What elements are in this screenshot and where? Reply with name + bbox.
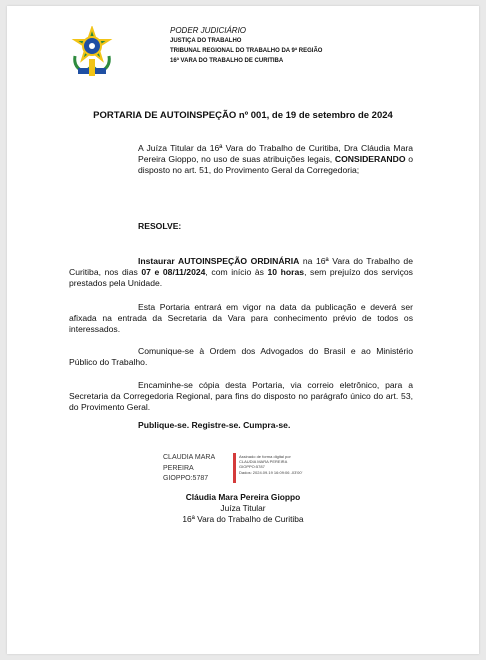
intro-text: A Juíza Titular da 16ª Vara do Trabalho de Curitiba, Dra Cláudia Mara Pereira Gioppo, no uso de suas atribuições legais, <box>138 143 413 165</box>
paragraph-1 <box>69 256 413 290</box>
p1-text-1: na 16ª Vara do Trabalho de Curitiba, nos dias <box>69 256 413 278</box>
signer-name: Cláudia Mara Pereira Gioppo <box>185 492 301 502</box>
p1-time: 10 horas <box>267 267 305 278</box>
signature-meta-line: Dados: 2024.09.19 16:09:06 -03'00' <box>239 469 303 475</box>
document-page <box>7 6 479 654</box>
intro-text-end: o disposto no art. 51, do Provimento Geral da Corregedoria; <box>138 154 414 176</box>
paragraph-3: Comunique-se à Ordem dos Advogados do Brasil e ao Ministério Público do Trabalho. <box>69 346 413 368</box>
resolve-heading: RESOLVE: <box>138 221 182 231</box>
p1-text-3: , sem prejuízo dos serviços prestados pela Unidade. <box>69 267 413 289</box>
signature-meta-line: Assinado de forma digital por <box>239 454 291 459</box>
header-line-2: TRIBUNAL REGIONAL DO TRABALHO DA 9ª REGIÃO <box>170 48 323 54</box>
signature-name-line: GIOPPO:5787 <box>163 475 209 482</box>
signature-mark <box>233 453 236 483</box>
signature-meta-line: CLAUDIA MARA PEREIRA <box>239 459 288 465</box>
signer-unit: 16ª Vara do Trabalho de Curitiba <box>182 514 304 524</box>
header-line-3: 16ª VARA DO TRABALHO DE CURITIBA <box>170 58 284 64</box>
p1-dates: 07 e 08/11/2024 <box>141 267 206 278</box>
signature-meta-line: GIOPPO:5787 <box>239 464 265 470</box>
paragraph-2: Esta Portaria entrará em vigor na data da publicação e deverá ser afixada na entrada da Secretaria da Vara para conhecimento prévio de todos os interessados. <box>69 302 413 335</box>
signature-name-line: CLAUDIA MARA <box>163 454 216 461</box>
digital-signature-block <box>155 451 315 487</box>
closing-line: Publique-se. Registre-se. Cumpra-se. <box>138 420 291 430</box>
p1-bold-1: Instaurar AUTOINSPEÇÃO ORDINÁRIA <box>138 256 300 266</box>
considerando-keyword: CONSIDERANDO <box>334 154 406 165</box>
signature-name-line: PEREIRA <box>163 464 194 472</box>
signature-metadata <box>239 454 302 475</box>
document-title: PORTARIA DE AUTOINSPEÇÃO nº 001, de 19 de setembro de 2024 <box>93 110 393 121</box>
p1-text-2: , com início às <box>205 267 268 278</box>
header-line-1: JUSTIÇA DO TRABALHO <box>170 38 242 44</box>
intro-paragraph <box>138 143 413 177</box>
signature-name <box>163 453 215 485</box>
court-header <box>170 26 322 66</box>
signer-role: Juíza Titular <box>220 503 266 513</box>
header-court: PODER JUDICIÁRIO <box>170 26 247 35</box>
paragraph-4: Encaminhe-se cópia desta Portaria, via correio eletrônico, para a Secretaria da Corregedoria Regional, para fins do disposto no parágrafo único do art. 53, do Provimento Geral. <box>69 380 413 413</box>
brazil-coat-of-arms-icon <box>69 26 115 80</box>
